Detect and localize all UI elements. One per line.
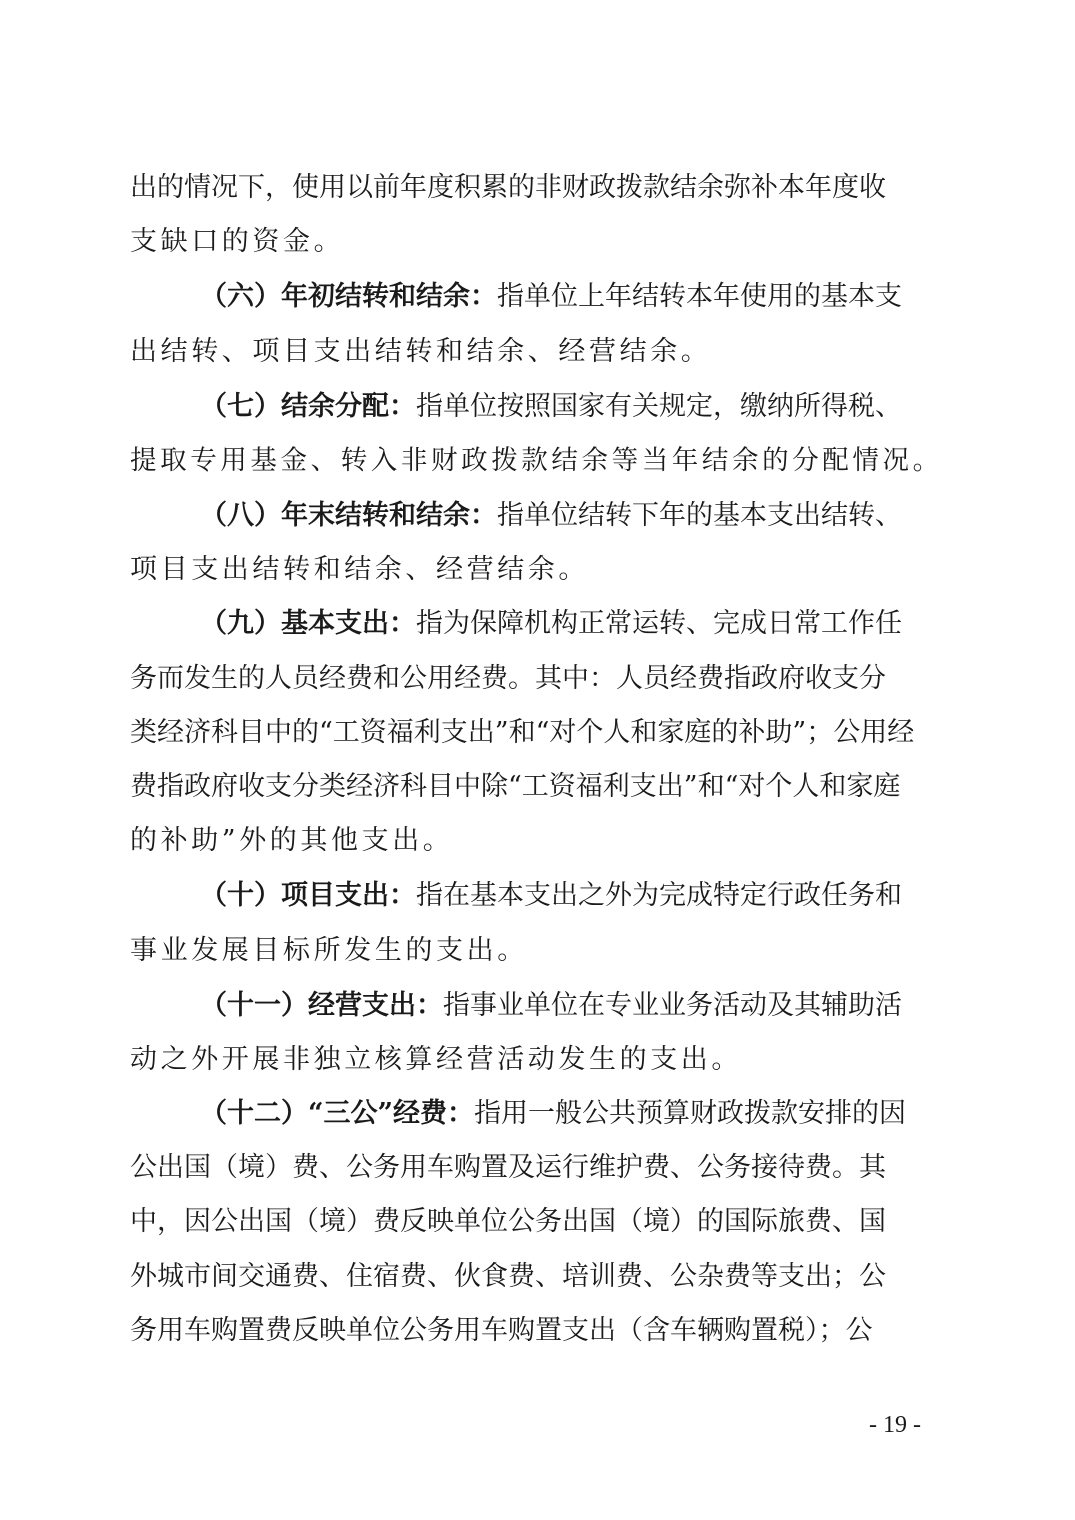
definition-item-7 (200, 387, 945, 427)
body-text: 出的情况下，使用以前年度积累的非财政拨款结余弥补本年度收 (130, 172, 886, 203)
body-text: 外城市间交通费、住宿费、伙食费、培训费、公杂费等支出；公 (130, 1261, 886, 1292)
definition-item-9 (200, 604, 945, 644)
body-text: 提取专用基金、转入非财政拨款结余等当年结余的分配情况。 (130, 445, 943, 476)
definition-term: （七）结余分配： (200, 391, 416, 422)
body-text: 事业发展目标所发生的支出。 (130, 935, 528, 966)
page-number: - 19 - (869, 1412, 921, 1438)
body-text: 的补助”外的其他支出。 (130, 825, 454, 856)
body-text: 务而发生的人员经费和公用经费。其中：人员经费指政府收支分 (130, 663, 886, 694)
definition-item-8 (200, 496, 945, 536)
body-text: 指单位上年结转本年使用的基本支 (497, 281, 902, 312)
body-text: 中，因公出国（境）费反映单位公务出国（境）的国际旅费、国 (130, 1206, 886, 1237)
paragraph-line (130, 168, 945, 208)
body-text: 指用一般公共预算财政拨款安排的因 (474, 1098, 907, 1129)
body-text: 出结转、项目支出结转和结余、经营结余。 (130, 336, 712, 367)
definition-item-6 (200, 277, 945, 317)
paragraph-line (130, 1202, 945, 1242)
body-text: 指为保障机构正常运转、完成日常工作任 (416, 608, 902, 639)
paragraph-line (130, 550, 945, 590)
paragraph-line (130, 659, 945, 699)
paragraph-line (130, 1257, 945, 1297)
definition-item-11 (200, 986, 945, 1026)
body-text: 务用车购置费反映单位公务用车购置支出（含车辆购置税）；公 (130, 1315, 873, 1346)
body-text: 动之外开展非独立核算经营活动发生的支出。 (130, 1044, 742, 1075)
paragraph-line (130, 931, 945, 971)
paragraph-line (130, 1040, 945, 1080)
paragraph-line (130, 332, 945, 372)
definition-term: （十）项目支出： (200, 880, 416, 911)
paragraph-line (130, 1148, 945, 1188)
body-text: 公出国（境）费、公务用车购置及运行维护费、公务接待费。其 (130, 1152, 886, 1183)
body-text: 指单位结转下年的基本支出结转、 (497, 500, 902, 531)
definition-item-10 (200, 876, 945, 916)
definition-term: （九）基本支出： (200, 608, 416, 639)
definition-term: （八）年末结转和结余： (200, 500, 497, 531)
paragraph-line (130, 767, 945, 807)
paragraph-line (130, 222, 945, 262)
body-text: 指事业单位在专业业务活动及其辅助活 (443, 990, 902, 1021)
definition-term: （六）年初结转和结余： (200, 281, 497, 312)
paragraph-line (130, 441, 945, 481)
body-text: 支缺口的资金。 (130, 226, 345, 257)
paragraph-line (130, 1311, 945, 1351)
body-text: 费指政府收支分类经济科目中除“工资福利支出”和“对个人和家庭 (130, 771, 901, 802)
body-text: 指在基本支出之外为完成特定行政任务和 (416, 880, 902, 911)
definition-item-12 (200, 1094, 945, 1134)
body-text: 类经济科目中的“工资福利支出”和“对个人和家庭的补助”；公用经 (130, 717, 915, 748)
definition-term: （十一）经营支出： (200, 990, 443, 1021)
definition-term: （十二）“三公”经费： (200, 1098, 475, 1129)
body-text: 指单位按照国家有关规定，缴纳所得税、 (416, 391, 902, 422)
body-text: 项目支出结转和结余、经营结余。 (130, 554, 589, 585)
paragraph-line (130, 713, 945, 753)
paragraph-line (130, 821, 945, 861)
